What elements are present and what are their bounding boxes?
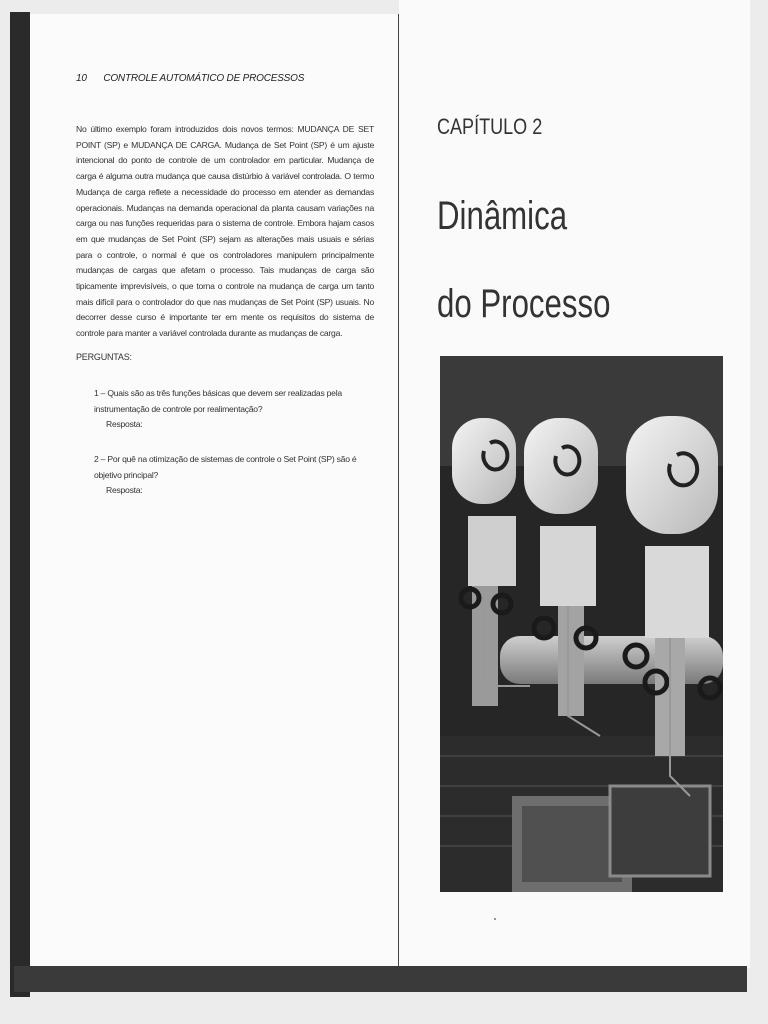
left-page (30, 14, 399, 969)
page-number: 10 (76, 73, 87, 84)
chapter-label: CAPÍTULO 2 (437, 114, 543, 139)
running-header (76, 73, 304, 84)
question-text: 1 – Quais são as três funções básicas que devem ser realizadas pela instrumentação de controle por realimentação? (94, 388, 342, 414)
process-instruments-photo (440, 356, 723, 892)
right-page (399, 0, 750, 968)
body-paragraph: No último exemplo foram introduzidos dois novos termos: MUDANÇA DE SET POINT (SP) e MUDANÇA DE CARGA. Mudança de Set Point (SP) é um ajuste intencional do ponto de controle de um controlador em particular. Mudança de carga é alguma outra mudança que causa distúrbio à variável controlada. O termo Mudança de carga reflete a necessidade do processo em atender as demandas operacionais. Mudanças na demanda operacional da planta causam variações na carga ou nas funções requeridas para o sistema de controle. Embora hajam casos em que mudanças de Set Point (SP) sejam as alterações mais usuais e sérias para o controle, o normal é que os controladores manipulem principalmente mudanças de cargas que afetam o processo. Tais mudanças de carga são tipicamente imprevisíveis, o que torna o controle na mudança de carga um tanto mais difícil para o controlador do que nas mudanças de Set Point (SP) usuais. No decorrer desse curso é importante ter em mente os requisitos do sistema de controle para manter a variável controlada durante as mudanças de carga. (76, 124, 374, 339)
question-1 (94, 386, 376, 433)
running-title: CONTROLE AUTOMÁTICO DE PROCESSOS (103, 73, 305, 84)
scan-speck (494, 918, 496, 920)
question-text: 2 – Por quê na otimização de sistemas de controle o Set Point (SP) são é objetivo principal? (94, 454, 357, 480)
question-2 (94, 452, 376, 499)
questions-heading: PERGUNTAS: (76, 352, 132, 362)
chapter-title-line-1: Dinâmica (437, 194, 568, 238)
answer-label: Resposta: (106, 485, 143, 495)
chapter-title-line-2: do Processo (437, 282, 611, 326)
instrument-illustration (440, 356, 723, 892)
left-binding-shadow (10, 12, 30, 997)
answer-label: Resposta: (106, 419, 143, 429)
chapter-title (437, 172, 610, 348)
bottom-book-edge (14, 966, 747, 992)
